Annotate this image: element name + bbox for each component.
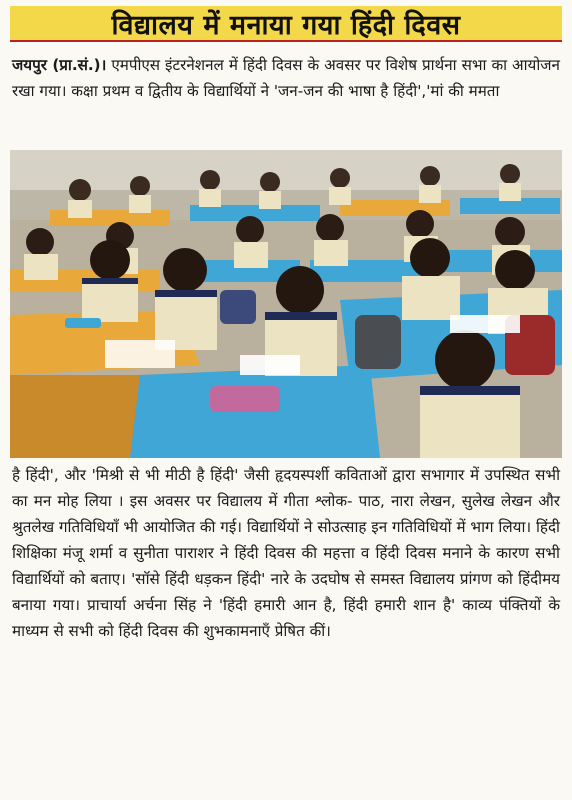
dateline: जयपुर (प्रा.सं.)।	[12, 56, 107, 74]
classroom-photo-illustration	[10, 150, 562, 458]
article-paragraph-intro	[12, 52, 560, 104]
classroom-photo	[10, 150, 562, 458]
article-paragraph-body: है हिंदी', और 'मिश्री से भी मीठी है हिंदी' जैसी हृदयस्पर्शी कविताओं द्वारा सभागार में उपस्थित सभी का मन मोह लिया । इस अवसर पर विद्यालय में गीता श्लोक- पाठ, नारा लेखन, सुलेख लेखन और श्रुतलेख गतिविधियाँ भी आयोजित की गई। विद्यार्थियों ने सोउत्साह इन गतिविधियों में भाग लिया। हिंदी शिक्षिका मंजू शर्मा व सुनीता पाराशर ने हिंदी दिवस की महत्ता व हिंदी दिवस मनाने के कारण सभी विद्यार्थियों को बताए। 'सॉसे हिंदी धड़कन हिंदी' नारे के उदघोष से समस्त विद्यालय प्रांगण को हिंदीमय बनाया गया। प्राचार्या अर्चना सिंह ने 'हिंदी हमारी आन है, हिंदी हमारी शान है' काव्य पंक्तियों के माध्यम से सभी को हिंदी दिवस की शुभकामनाएँ प्रेषित कीं।	[12, 466, 560, 640]
headline: विद्यालय में मनाया गया हिंदी दिवस	[111, 9, 461, 41]
headline-band	[10, 6, 562, 42]
article-text-intro: एमपीएस इंटरनेशनल में हिंदी दिवस के अवसर पर विशेष प्रार्थना सभा का आयोजन रखा गया। कक्षा प्रथम व द्वितीय के विद्यार्थियों ने 'जन-जन की भाषा है हिंदी','मां की ममता	[12, 56, 560, 100]
